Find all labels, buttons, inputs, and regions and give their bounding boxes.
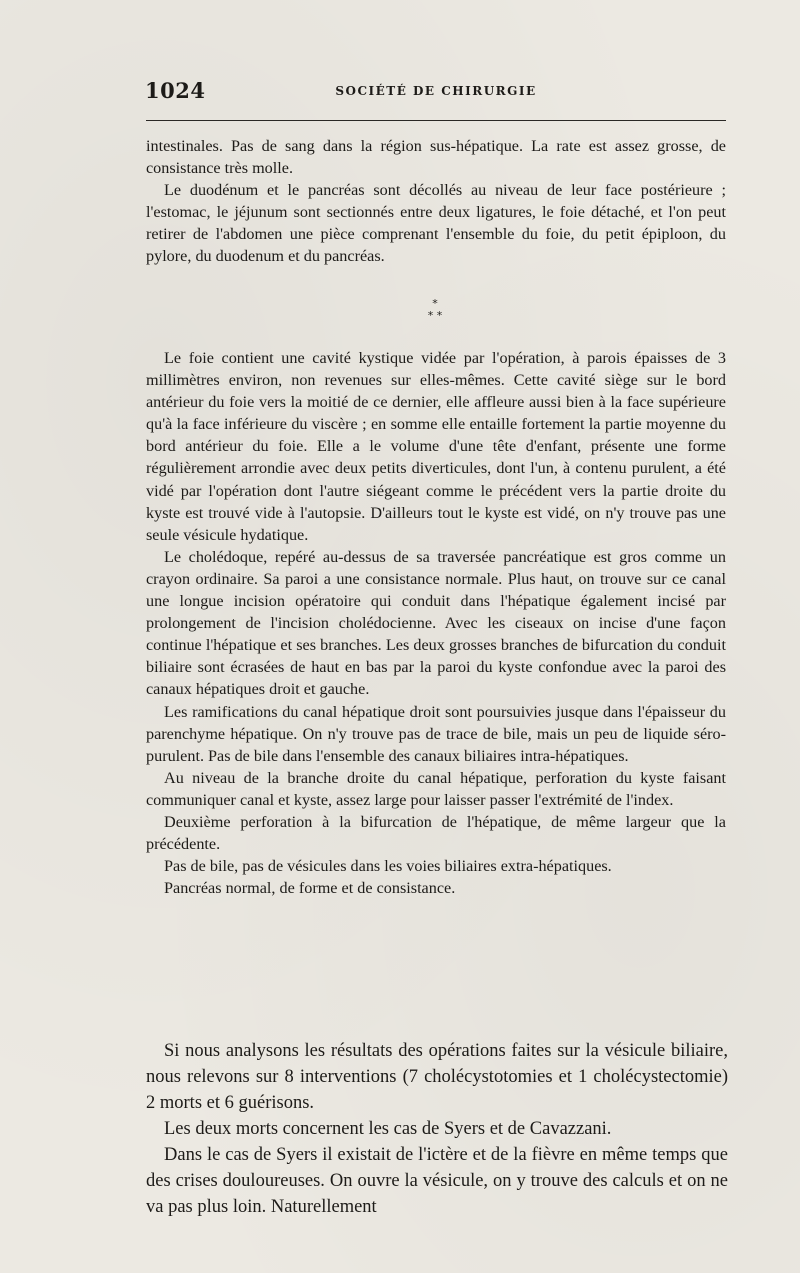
paragraph: Pancréas normal, de forme et de consistance. bbox=[164, 879, 456, 898]
section-separator bbox=[420, 298, 450, 322]
discussion-section bbox=[146, 1038, 728, 1220]
paragraph: Le foie contient une cavité kystique vidée par l'opération, à parois épaisses de 3 millimètres environ, non revenues sur elles-mêmes. Cette cavité siège sur le bord antérieur du foie vers la moitié de ce dernier, elle affleure aussi bien à la face supérieure qu'à la face inférieure du viscère ; en somme elle entaille fortement la partie moyenne du bord antérieur du foie. Elle a le volume d'une tête d'enfant, présente une forme régulièrement arrondie avec deux petits diverticules, dont l'un, à contenu purulent, a été vidé par l'opération dont l'autre siégeant comme le précédent vers la partie droite du kyste est trouvé vide à l'autopsie. D'ailleurs tout le kyste est vidé, on n'y trouve pas une seule vésicule hydatique. bbox=[146, 349, 726, 544]
paragraph: Le duodénum et le pancréas sont décollés au niveau de leur face postérieure ; l'estomac, le jéjunum sont sectionnés entre deux ligatures, le foie détaché, et l'on peut retirer de l'abdomen une pièce comprenant l'ensemble du foie, du petit épiploon, du pylore, du duodenum et du pancréas. bbox=[146, 181, 726, 266]
paragraph: Pas de bile, pas de vésicules dans les voies biliaires extra-hépatiques. bbox=[164, 857, 612, 876]
separator-star-top: * bbox=[432, 297, 438, 310]
paragraph: Deuxième perforation à la bifurcation de l'hépatique, de même largeur que la précédente. bbox=[146, 812, 726, 854]
paragraph: intestinales. Pas de sang dans la région sus-hépatique. La rate est assez grosse, de consistance très molle. bbox=[146, 137, 726, 178]
intro-section bbox=[146, 135, 726, 268]
running-title: SOCIÉTÉ DE CHIRURGIE bbox=[335, 84, 537, 98]
paragraph: Les ramifications du canal hépatique droit sont poursuivies jusque dans l'épaisseur du parenchyme hépatique. On n'y trouve pas de trace de bile, mais un peu de liquide séro-purulent. Pas de bile dans l'ensemble des canaux biliaires intra-hépatiques. bbox=[146, 702, 726, 765]
page-number: 1024 bbox=[145, 78, 206, 103]
header-rule bbox=[146, 120, 726, 121]
paragraph: Les deux morts concernent les cas de Syers et de Cavazzani. bbox=[164, 1119, 612, 1139]
paragraph: Si nous analysons les résultats des opérations faites sur la vésicule biliaire, nous relevons sur 8 interventions (7 cholécystotomies et 1 cholécystectomie) 2 morts et 6 guérisons. bbox=[146, 1041, 728, 1113]
observation-section bbox=[146, 347, 726, 899]
paragraph: Dans le cas de Syers il existait de l'ictère et de la fièvre en même temps que des crises douloureuses. On ouvre la vésicule, on y trouve des calculs et on ne va pas plus loin. Naturellement bbox=[146, 1145, 728, 1217]
separator-stars-bottom: * * bbox=[427, 309, 443, 322]
page-header bbox=[145, 78, 727, 104]
paragraph: Le cholédoque, repéré au-dessus de sa traversée pancréatique est gros comme un crayon ordinaire. Sa paroi a une consistance normale. Plus haut, on trouve sur ce canal une longue incision opératoire qui conduit dans l'hépatique également incisé par prolongement de l'incision cholédocienne. Avec les ciseaux on incise d'une façon continue l'hépatique et ses branches. Les deux grosses branches de bifurcation du conduit biliaire sont écrasées de haut en bas par la paroi du kyste confondue avec la paroi des canaux hépatiques droit et gauche. bbox=[146, 547, 726, 699]
paragraph: Au niveau de la branche droite du canal hépatique, perforation du kyste faisant communiquer canal et kyste, assez large pour laisser passer l'extrémité de l'index. bbox=[146, 768, 726, 809]
